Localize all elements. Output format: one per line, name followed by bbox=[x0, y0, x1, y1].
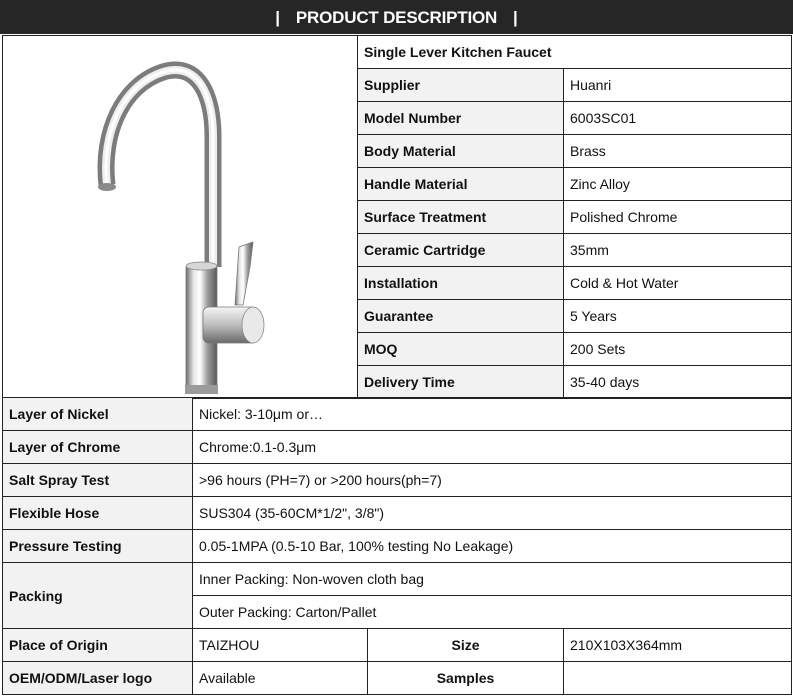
spec-label: Model Number bbox=[358, 102, 564, 135]
page-title: PRODUCT DESCRIPTION bbox=[295, 8, 498, 27]
size-label: Size bbox=[368, 629, 564, 662]
detail-label: Pressure Testing bbox=[3, 530, 193, 563]
header-bar-left: | bbox=[275, 8, 281, 27]
table-row bbox=[3, 497, 792, 530]
size-value: 210X103X364mm bbox=[564, 629, 792, 662]
faucet-lever bbox=[235, 242, 253, 305]
detail-label: Packing bbox=[3, 563, 193, 629]
header-bar-right: | bbox=[512, 8, 518, 27]
detail-label: OEM/ODM/Laser logo bbox=[3, 662, 193, 695]
spec-label: Handle Material bbox=[358, 168, 564, 201]
table-row bbox=[3, 629, 792, 662]
table-row bbox=[3, 398, 792, 431]
detail-value: 0.05-1MPA (0.5-10 Bar, 100% testing No Leakage) bbox=[193, 530, 792, 563]
detail-value: Outer Packing: Carton/Pallet bbox=[193, 596, 792, 629]
table-row bbox=[3, 563, 792, 596]
detail-label: Layer of Nickel bbox=[3, 398, 193, 431]
section-header bbox=[0, 0, 793, 35]
detail-value: Nickel: 3-10μm or… bbox=[193, 398, 792, 431]
spec-value: Cold & Hot Water bbox=[564, 267, 792, 300]
product-image-cell bbox=[3, 36, 358, 399]
spec-table bbox=[2, 35, 792, 399]
spec-value: 35mm bbox=[564, 234, 792, 267]
kitchen-faucet-image bbox=[3, 37, 356, 398]
detail-value: Available bbox=[193, 662, 368, 695]
spec-value: 5 Years bbox=[564, 300, 792, 333]
spec-value: Zinc Alloy bbox=[564, 168, 792, 201]
table-row bbox=[3, 530, 792, 563]
spec-label: Surface Treatment bbox=[358, 201, 564, 234]
spec-label: Guarantee bbox=[358, 300, 564, 333]
spec-label: Ceramic Cartridge bbox=[358, 234, 564, 267]
detail-label: Layer of Chrome bbox=[3, 431, 193, 464]
detail-value: TAIZHOU bbox=[193, 629, 368, 662]
spec-value: 6003SC01 bbox=[564, 102, 792, 135]
detail-label: Place of Origin bbox=[3, 629, 193, 662]
spec-label: Delivery Time bbox=[358, 366, 564, 399]
detail-value: Inner Packing: Non-woven cloth bag bbox=[193, 563, 792, 596]
detail-value: SUS304 (35-60CM*1/2", 3/8") bbox=[193, 497, 792, 530]
table-row bbox=[3, 464, 792, 497]
spec-value: 200 Sets bbox=[564, 333, 792, 366]
samples-value bbox=[564, 662, 792, 695]
spec-value: Huanri bbox=[564, 69, 792, 102]
spec-label: Body Material bbox=[358, 135, 564, 168]
spec-label: Supplier bbox=[358, 69, 564, 102]
table-row bbox=[3, 36, 792, 69]
spec-value: Brass bbox=[564, 135, 792, 168]
detail-value: Chrome:0.1-0.3μm bbox=[193, 431, 792, 464]
detail-label: Salt Spray Test bbox=[3, 464, 193, 497]
table-row bbox=[3, 662, 792, 695]
table-row bbox=[3, 431, 792, 464]
detail-label: Flexible Hose bbox=[3, 497, 193, 530]
samples-label: Samples bbox=[368, 662, 564, 695]
detail-table bbox=[2, 397, 792, 695]
spec-label: Installation bbox=[358, 267, 564, 300]
spec-value: 35-40 days bbox=[564, 366, 792, 399]
spec-label: MOQ bbox=[358, 333, 564, 366]
spec-value: Polished Chrome bbox=[564, 201, 792, 234]
detail-value: >96 hours (PH=7) or >200 hours(ph=7) bbox=[193, 464, 792, 497]
product-name: Single Lever Kitchen Faucet bbox=[358, 36, 792, 69]
